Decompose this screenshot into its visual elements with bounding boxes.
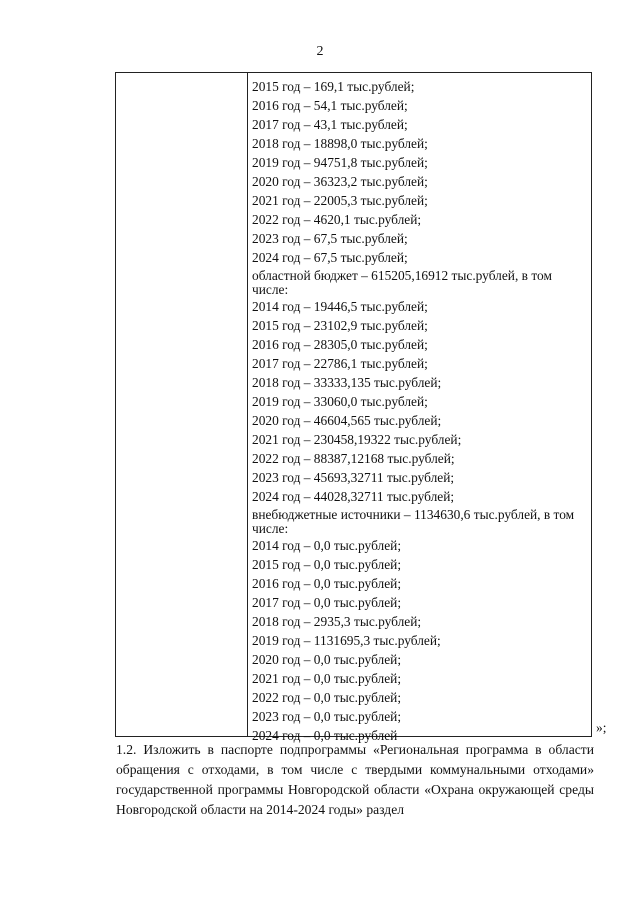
finance-line: 2018 год – 18898,0 тыс.рублей; — [252, 136, 428, 151]
finance-line: 2021 год – 0,0 тыс.рублей; — [252, 671, 402, 686]
finance-line: областной бюджет – 615205,16912 тыс.рублей, в том числе: — [252, 268, 552, 297]
finance-line: 2017 год – 22786,1 тыс.рублей; — [252, 356, 428, 371]
finance-line: 2020 год – 46604,565 тыс.рублей; — [252, 413, 442, 428]
finance-line: 2018 год – 33333,135 тыс.рублей; — [252, 375, 442, 390]
paragraph-1-2: 1.2. Изложить в паспорте подпрограммы «Региональная программа в области обращения с отходами, в том числе с твердыми коммунальными отходами» государственной программы Новгородской области «Охрана окружающей среды Новгородской области на 2014-2024 годы» раздел — [116, 742, 594, 817]
closing-quote: »; — [596, 720, 607, 735]
finance-column — [250, 77, 588, 745]
finance-line: 2016 год – 28305,0 тыс.рублей; — [252, 337, 428, 352]
finance-line: 2016 год – 54,1 тыс.рублей; — [252, 98, 408, 113]
finance-line: 2020 год – 0,0 тыс.рублей; — [252, 652, 402, 667]
finance-line: 2024 год – 44028,32711 тыс.рублей; — [252, 489, 455, 504]
finance-line: 2023 год – 67,5 тыс.рублей; — [252, 231, 408, 246]
finance-line: 2024 год – 0,0 тыс.рублей — [252, 728, 398, 743]
finance-line: 2021 год – 22005,3 тыс.рублей; — [252, 193, 428, 208]
page-number: 2 — [316, 44, 324, 59]
finance-line: 2015 год – 23102,9 тыс.рублей; — [252, 318, 428, 333]
finance-line: 2017 год – 43,1 тыс.рублей; — [252, 117, 408, 132]
finance-line: 2016 год – 0,0 тыс.рублей; — [252, 576, 402, 591]
finance-line: 2023 год – 45693,32711 тыс.рублей; — [252, 470, 455, 485]
finance-line: 2018 год – 2935,3 тыс.рублей; — [252, 614, 422, 629]
finance-line: 2015 год – 0,0 тыс.рублей; — [252, 557, 402, 572]
table-column-divider — [247, 73, 248, 736]
finance-line: внебюджетные источники – 1134630,6 тыс.рублей, в том числе: — [252, 507, 575, 536]
finance-line: 2022 год – 88387,12168 тыс.рублей; — [252, 451, 455, 466]
finance-line: 2024 год – 67,5 тыс.рублей; — [252, 250, 408, 265]
finance-line: 2019 год – 1131695,3 тыс.рублей; — [252, 633, 441, 648]
finance-line: 2022 год – 4620,1 тыс.рублей; — [252, 212, 422, 227]
finance-line: 2019 год – 94751,8 тыс.рублей; — [252, 155, 428, 170]
finance-line: 2020 год – 36323,2 тыс.рублей; — [252, 174, 428, 189]
finance-line: 2023 год – 0,0 тыс.рублей; — [252, 709, 402, 724]
finance-line: 2022 год – 0,0 тыс.рублей; — [252, 690, 402, 705]
finance-line: 2021 год – 230458,19322 тыс.рублей; — [252, 432, 462, 447]
finance-line: 2017 год – 0,0 тыс.рублей; — [252, 595, 402, 610]
finance-line: 2014 год – 19446,5 тыс.рублей; — [252, 299, 428, 314]
finance-line: 2014 год – 0,0 тыс.рублей; — [252, 538, 402, 553]
finance-line: 2019 год – 33060,0 тыс.рублей; — [252, 394, 428, 409]
finance-table — [115, 72, 592, 743]
finance-line: 2015 год – 169,1 тыс.рублей; — [252, 79, 415, 94]
